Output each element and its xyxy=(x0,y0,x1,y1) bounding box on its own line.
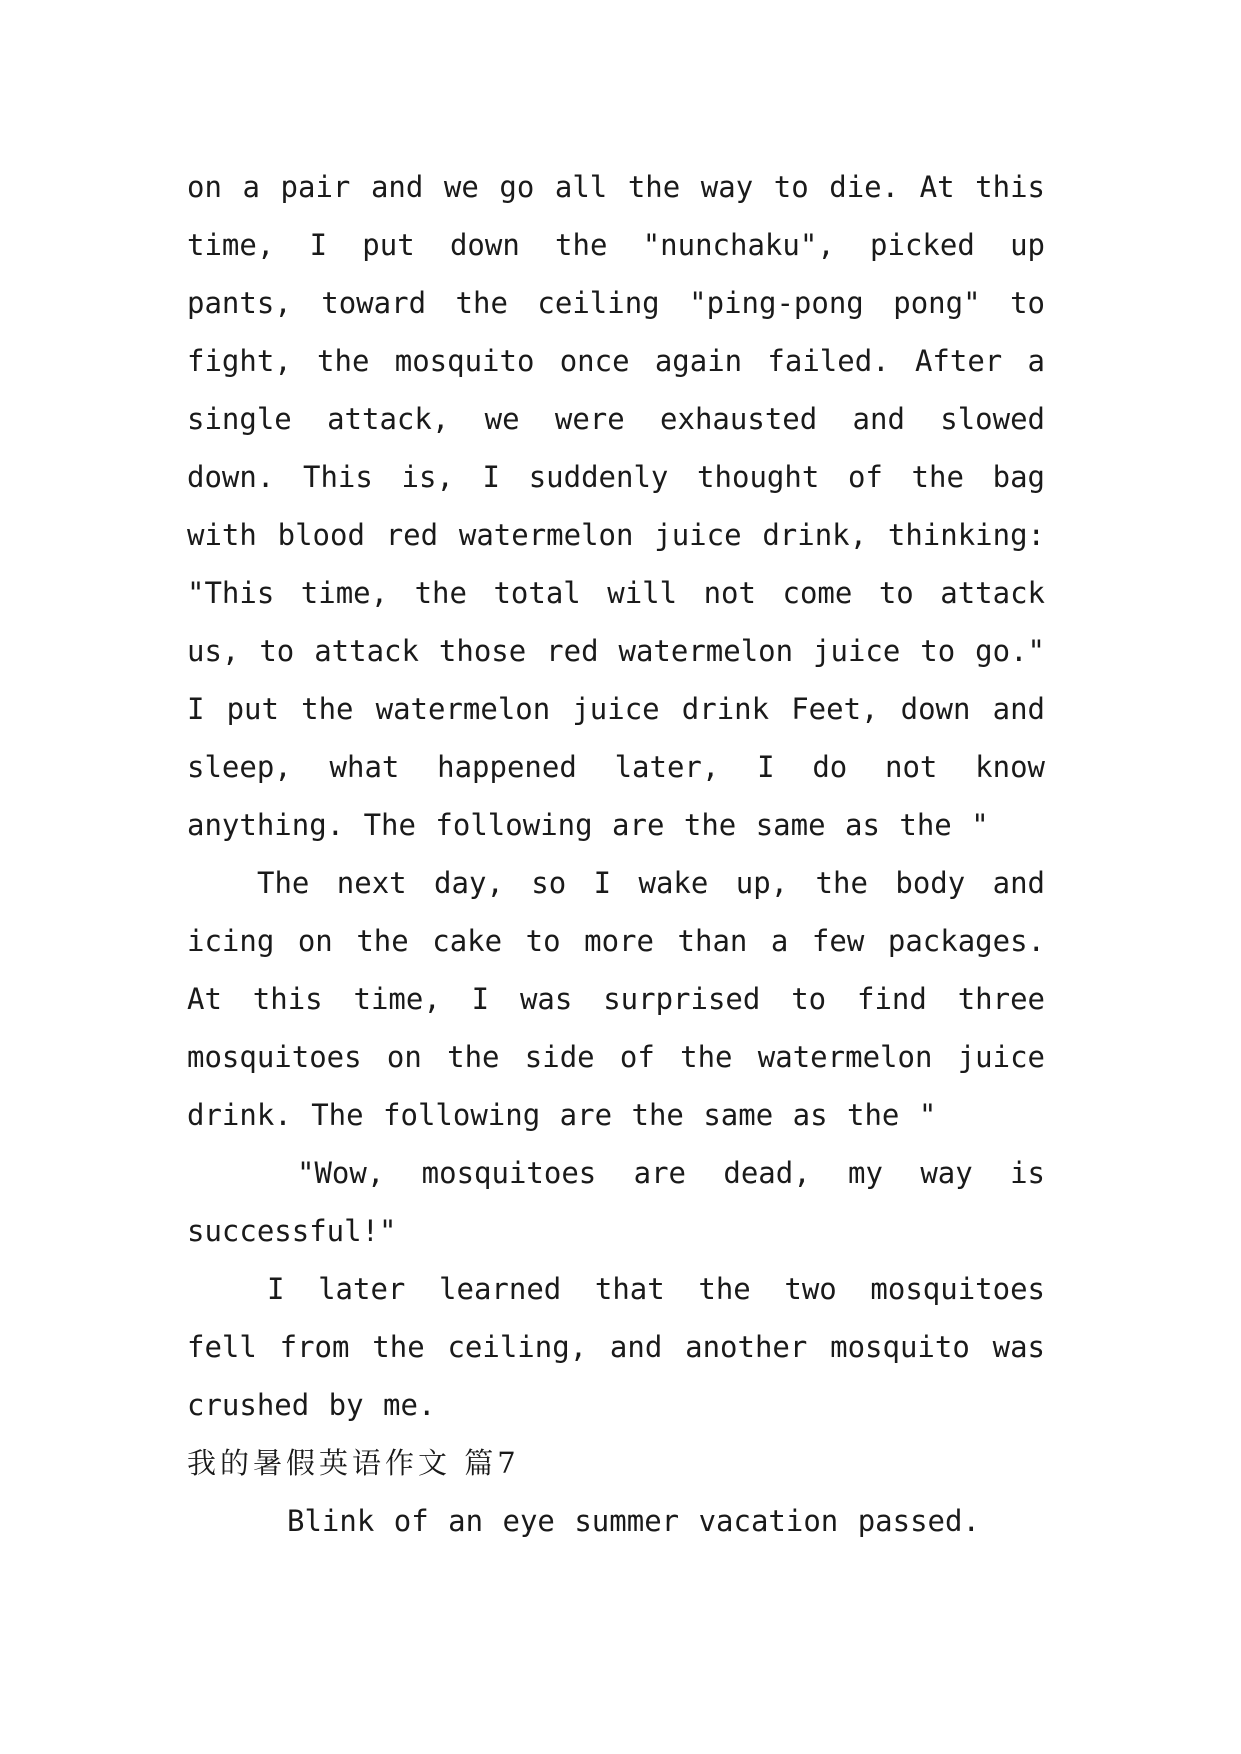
paragraph-mosquito-fight: on a pair and we go all the way to die. At this time, I put down the "nunchaku", picked up pants, toward the ceiling "ping-pong pong" to fight, the mosquito once again failed. After a single attack, we were exhausted and slowed down. This is, I suddenly thought of the bag with blood red watermelon juice drink, thinking: "This time, the total will not come to attack us, to attack those red watermelon juice to go." I put the watermelon juice drink Feet, down and sleep, what happened later, I do not know anything. The following are the same as the " xyxy=(187,170,1045,842)
paragraph-next-day: The next day, so I wake up, the body and icing on the cake to more than a few packages. At this time, I was surprised to find three mosquitoes on the side of the watermelon juice drink. The following are the same as the " xyxy=(187,866,1045,1132)
paragraph-blink: Blink of an eye summer vacation passed. xyxy=(287,1504,980,1538)
paragraph-exclamation: "Wow, mosquitoes are dead, my way is successful!" xyxy=(187,1156,1045,1248)
document-body xyxy=(187,158,1045,1550)
section-heading: 我的暑假英语作文 篇7 xyxy=(187,1446,520,1480)
paragraph-later-learned: I later learned that the two mosquitoes fell from the ceiling, and another mosquito was crushed by me. xyxy=(187,1272,1045,1422)
